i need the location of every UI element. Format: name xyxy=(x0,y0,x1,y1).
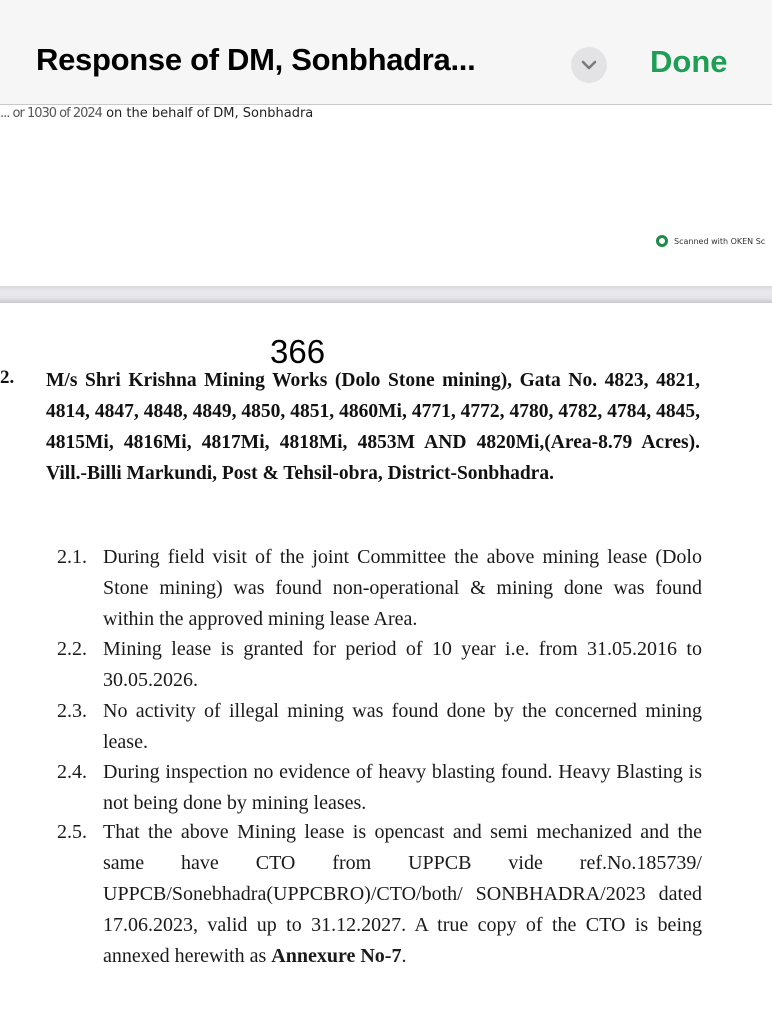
list-item xyxy=(57,542,702,635)
list-item xyxy=(57,817,702,972)
annexure-reference: Annexure No-7 xyxy=(271,945,402,967)
item-text-end: . xyxy=(401,945,407,967)
item-text: During inspection no evidence of heavy blasting found. Heavy Blasting is not being done by mining leases. xyxy=(103,761,702,814)
item-number: 2.4. xyxy=(57,761,87,783)
cut-text-prefix: ... or 1030 of 2024 xyxy=(0,106,102,121)
scanner-logo-icon xyxy=(656,235,668,247)
item-text: Mining lease is granted for period of 10 year i.e. from 31.05.2016 to 30.05.2026. xyxy=(103,638,702,691)
current-page xyxy=(0,303,772,1024)
chevron-down-icon xyxy=(581,60,597,70)
item-text: No activity of illegal mining was found done by the concerned mining lease. xyxy=(103,700,702,753)
document-viewer-header xyxy=(0,0,772,105)
item-number: 2.2. xyxy=(57,638,87,660)
item-text-body: That the above Mining lease is opencast and semi mechanized and the same have CTO from UPPCB vide ref.No.185739/ UPPCB/Sonebhadra(UPPCBRO)/CTO/both/ SONBHADRA/2023 dated 17.06.2023, valid up to 31.12.2027. A true copy of the CTO is being annexed herewith as xyxy=(103,821,702,967)
cut-text: on the behalf of DM, Sonbhadra xyxy=(101,106,314,121)
page-separator xyxy=(0,286,772,303)
item-number: 2.5. xyxy=(57,821,87,843)
previous-page xyxy=(0,104,772,288)
section-heading: M/s Shri Krishna Mining Works (Dolo Stone mining), Gata No. 4823, 4821, 4814, 4847, 4848, 4849, 4850, 4851, 4860Mi, 4771, 4772, 4780, 4782, 4784, 4845, 4815Mi, 4816Mi, 4817Mi, 4818Mi, 4853M AND 4820Mi,(Area-8.79 Acres). Vill.-Billi Markundi, Post & Tehsil-obra, District-Sonbhadra. xyxy=(46,370,700,484)
list-item xyxy=(57,634,702,696)
scanner-watermark xyxy=(656,235,765,247)
item-number: 2.1. xyxy=(57,546,87,568)
scanner-watermark-text: Scanned with OKEN Sc xyxy=(674,236,766,246)
page-number: 366 xyxy=(270,333,326,370)
list-item xyxy=(57,696,702,758)
list-item xyxy=(57,757,702,819)
item-text xyxy=(103,817,702,972)
previous-page-footer-text xyxy=(0,106,313,121)
title-menu-button[interactable] xyxy=(571,47,607,83)
section-number: 2. xyxy=(0,367,15,388)
item-text: During field visit of the joint Committee the above mining lease (Dolo Stone mining) was found non-operational & mining done was found within the approved mining lease Area. xyxy=(103,546,702,630)
done-button[interactable]: Done xyxy=(650,44,728,79)
item-number: 2.3. xyxy=(57,700,87,722)
document-title[interactable]: Response of DM, Sonbhadra... xyxy=(36,42,476,77)
